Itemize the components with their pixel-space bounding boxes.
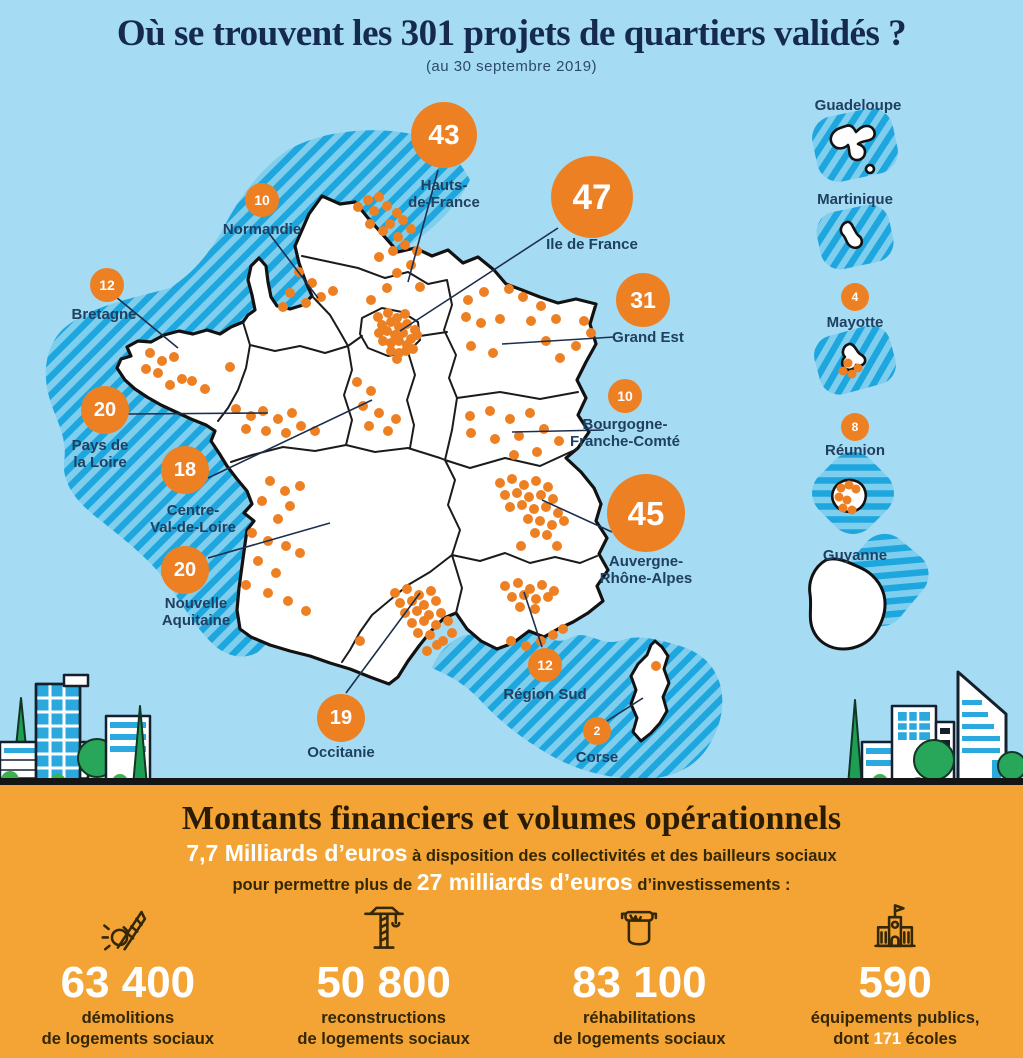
region-badge-bretagne: 12 [90, 268, 124, 302]
region-label-bretagne: Bretagne [71, 306, 137, 323]
region-label-bourgogne-franche-comte: Bourgogne- Franche-Comté [569, 416, 681, 451]
region-label-nouvelle-aquitaine: Nouvelle Aquitaine [161, 595, 231, 630]
stat-value: 63 400 [60, 958, 196, 1007]
region-label-occitanie: Occitanie [307, 744, 375, 761]
region-badge-mayotte: 4 [841, 283, 869, 311]
crane-icon [256, 904, 512, 956]
region-badge-hauts-de-france: 43 [411, 102, 477, 168]
amount-highlight: 7,7 Milliards d’euros [186, 840, 408, 866]
stat-value: 50 800 [316, 958, 451, 1007]
stat-value: 83 100 [572, 958, 707, 1007]
amount-highlight: 27 milliards d’euros [416, 869, 633, 895]
region-badge-normandie: 10 [245, 183, 279, 217]
region-label-region-sud: Région Sud [503, 686, 587, 703]
region-label-corse: Corse [575, 749, 619, 766]
stat-caption: démolitions de logements sociaux [41, 1009, 215, 1048]
region-badge-centre-val-de-loire: 18 [161, 446, 209, 494]
page-subtitle: (au 30 septembre 2019) [425, 58, 598, 75]
stat-caption: équipements publics, dont 171 écoles [810, 1009, 980, 1048]
intro-text: pour permettre plus de [232, 876, 417, 894]
band-intro-line-2 [0, 869, 1023, 896]
region-label-hauts-de-france: Hauts- de-France [408, 177, 480, 212]
region-badge-reunion: 8 [841, 413, 869, 441]
region-badge-nouvelle-aquitaine: 20 [161, 546, 209, 594]
intro-text: d’investissements : [632, 876, 791, 894]
page-title: Où se trouvent les 301 projets de quartiers validés ? [116, 13, 907, 54]
region-badge-occitanie: 19 [317, 694, 365, 742]
region-label-guyanne: Guyanne [822, 547, 888, 564]
region-badge-ile-de-france: 47 [551, 156, 633, 238]
region-label-ile-de-france: Ile de France [546, 236, 638, 253]
stat-school [767, 904, 1023, 1049]
region-badge-auvergne-rhone-alpes: 45 [607, 474, 685, 552]
region-label-mayotte: Mayotte [826, 314, 884, 331]
stat-wrecking-ball [0, 904, 256, 1049]
region-label-guadeloupe: Guadeloupe [814, 97, 902, 114]
region-label-reunion: Réunion [825, 442, 885, 459]
financial-band [0, 785, 1023, 1058]
region-badge-region-sud: 12 [528, 648, 562, 682]
header [0, 12, 1023, 75]
stat-caption: reconstructions de logements sociaux [297, 1009, 470, 1048]
region-label-grand-est: Grand Est [612, 329, 684, 346]
stat-crane [256, 904, 512, 1049]
region-label-martinique: Martinique [817, 191, 893, 208]
band-intro [0, 840, 1023, 896]
region-label-normandie: Normandie [222, 221, 302, 238]
region-label-auvergne-rhone-alpes: Auvergne- Rhône-Alpes [599, 553, 693, 588]
stat-paint-bucket [512, 904, 768, 1049]
intro-text: à disposition des collectivités et des bailleurs sociaux [407, 847, 837, 865]
region-label-centre-val-de-loire: Centre- Val-de-Loire [150, 502, 236, 537]
band-heading: Montants financiers et volumes opérationnels [181, 800, 842, 837]
region-badge-corse: 2 [583, 717, 611, 745]
region-badge-bourgogne-franche-comte: 10 [608, 379, 642, 413]
wrecking-ball-icon [0, 904, 256, 956]
paint-bucket-icon [512, 904, 768, 956]
region-label-pays-de-la-loire: Pays de la Loire [71, 437, 129, 472]
school-icon [767, 904, 1023, 956]
region-badge-pays-de-la-loire: 20 [81, 386, 129, 434]
stat-value: 590 [858, 958, 932, 1007]
region-badge-grand-est: 31 [616, 273, 670, 327]
stat-caption: réhabilitations de logements sociaux [553, 1009, 726, 1048]
stats-row [0, 904, 1023, 1049]
band-intro-line-1 [0, 840, 1023, 867]
